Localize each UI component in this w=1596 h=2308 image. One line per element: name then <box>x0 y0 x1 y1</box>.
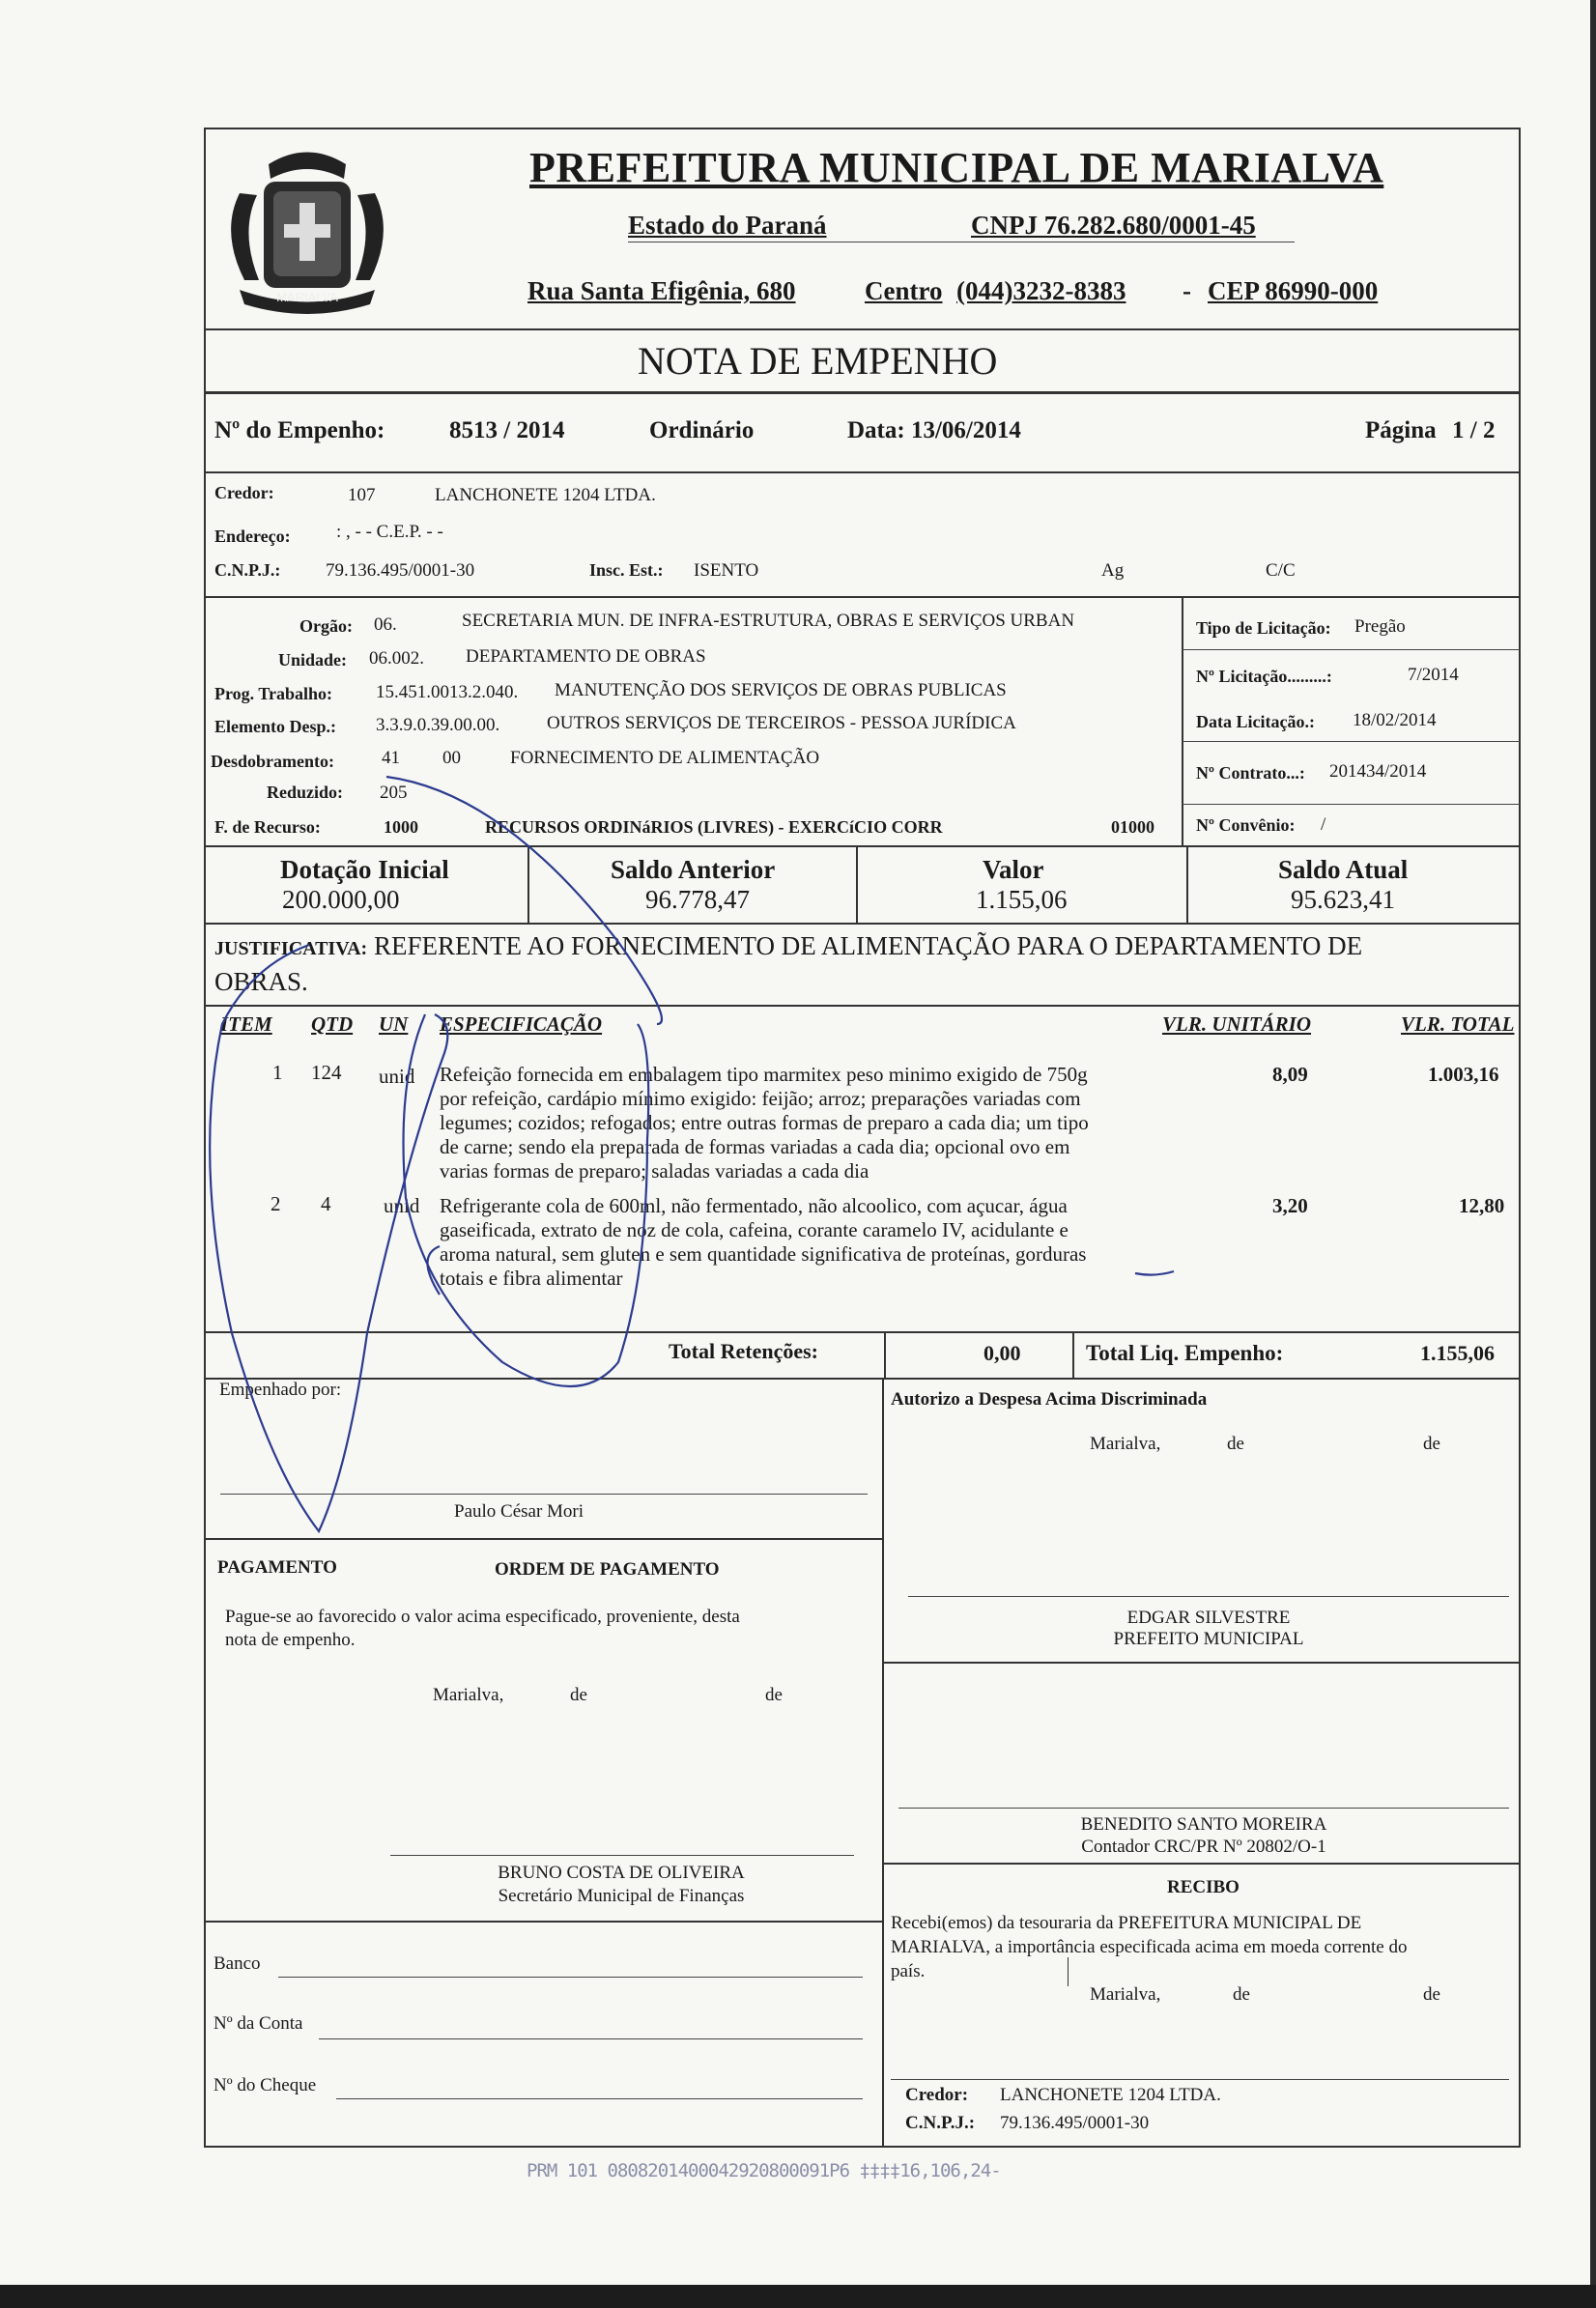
convenio-label: Nº Convênio: <box>1196 815 1296 835</box>
phone: (044)3232-8383 <box>956 276 1126 305</box>
pagamento-de-2: de <box>765 1685 783 1705</box>
separator: - <box>1183 276 1191 305</box>
credor-label: Credor: <box>214 483 274 502</box>
secretario-title: Secretário Municipal de Finanças <box>498 1886 745 1906</box>
col-item: ITEM <box>220 1012 272 1036</box>
endereco-label: Endereço: <box>214 527 291 546</box>
empenho-label: Nº do Empenho: <box>214 417 385 443</box>
page-title: PREFEITURA MUNICIPAL DE MARIALVA <box>529 144 1384 191</box>
saldo-atual-label: Saldo Atual <box>1278 855 1409 884</box>
justificativa-line2: OBRAS. <box>214 967 308 996</box>
address: Rua Santa Efigênia, 680 <box>527 276 796 305</box>
empenhado-label: Empenhado por: <box>219 1380 342 1400</box>
item-un: unid <box>379 1065 415 1088</box>
autorizo-de-1: de <box>1227 1434 1244 1454</box>
fonte-code: 1000 <box>384 817 418 837</box>
recibo-title: RECIBO <box>1167 1877 1240 1897</box>
item-total: 12,80 <box>1459 1194 1505 1217</box>
orgao-code: 06. <box>374 614 397 635</box>
conta-label: Nº da Conta <box>214 2013 303 2034</box>
cnpj-label: C.N.P.J.: <box>214 560 281 580</box>
col-vlr-unitario: VLR. UNITÁRIO <box>1162 1012 1312 1036</box>
cnpj-value: 79.136.495/0001-30 <box>326 560 475 581</box>
cnpj-header: CNPJ 76.282.680/0001-45 <box>971 211 1256 240</box>
empenhado-signer: Paulo César Mori <box>454 1501 584 1522</box>
contrato-label: Nº Contrato...: <box>1196 763 1305 783</box>
fonte-end: 01000 <box>1111 817 1154 837</box>
pagamento-de-1: de <box>570 1685 587 1705</box>
saldo-anterior-label: Saldo Anterior <box>611 855 776 884</box>
licitacao-date-value: 18/02/2014 <box>1353 710 1437 730</box>
item-description: Refeição fornecida em embalagem tipo marmitex peso minimo exigido de 750g por refeição, cardápio mínimo exigido: feijão; arroz; preparações variadas com legumes; cozidos; refogados; entre outras formas de preparo a cada dia; um tipo de carne; sendo ela preparada de formas variadas a cada dia; opcional ovo em varias formas de preparo; saladas variadas a cada dia <box>440 1063 1089 1182</box>
scan-edge <box>1590 0 1596 2308</box>
banco-label: Banco <box>214 1953 261 1974</box>
desdobramento-label: Desdobramento: <box>211 752 334 771</box>
elemento-desc: OUTROS SERVIÇOS DE TERCEIROS - PESSOA JURÍDICA <box>547 713 1016 733</box>
col-un: UN <box>379 1012 409 1036</box>
tipo-licitacao-label: Tipo de Licitação: <box>1196 618 1331 638</box>
scan-edge-bottom <box>0 2285 1596 2308</box>
unidade-label: Unidade: <box>278 650 348 670</box>
banco-field[interactable] <box>278 1977 863 1978</box>
licitacao-number-value: 7/2014 <box>1408 665 1459 685</box>
unidade-desc: DEPARTAMENTO DE OBRAS <box>466 646 706 667</box>
cheque-label: Nº do Cheque <box>214 2075 317 2095</box>
empenho-type: Ordinário <box>649 417 755 443</box>
ordem-pagamento-label: ORDEM DE PAGAMENTO <box>495 1559 720 1580</box>
endereco-value: : , - - C.E.P. - - <box>336 522 443 542</box>
item-total: 1.003,16 <box>1428 1063 1499 1086</box>
state-name: Estado do Paraná <box>628 211 827 240</box>
prog-desc: MANUTENÇÃO DOS SERVIÇOS DE OBRAS PUBLICAS <box>555 680 1007 700</box>
page-label: Página <box>1365 417 1437 443</box>
col-vlr-total: VLR. TOTAL <box>1401 1012 1515 1036</box>
fonte-label: F. de Recurso: <box>214 817 321 837</box>
licitacao-number-label: Nº Licitação.........: <box>1196 667 1332 686</box>
total-liquido-label: Total Liq. Empenho: <box>1086 1341 1284 1365</box>
recibo-credor-label: Credor: <box>905 2085 969 2105</box>
item-qtd: 4 <box>321 1192 331 1215</box>
desdobramento-sub: 00 <box>442 748 461 768</box>
prog-label: Prog. Trabalho: <box>214 684 333 703</box>
convenio-value: / <box>1321 814 1326 835</box>
elemento-label: Elemento Desp.: <box>214 717 336 736</box>
empenho-date: Data: 13/06/2014 <box>847 417 1021 443</box>
justificativa-label: JUSTIFICATIVA: <box>214 938 368 959</box>
item-description: Refrigerante cola de 600ml, não fermentado, não alcoolico, com açucar, água gaseificada, extrato de noz de cola, cafeina, corante caramelo IV, acidulante e aroma natural, sem gluten e sem quantidade significativa de proteínas, gorduras totais e fibra alimentar <box>440 1194 1087 1290</box>
col-qtd: QTD <box>311 1012 354 1036</box>
pagamento-city: Marialva, <box>433 1685 504 1705</box>
autorizo-de-2: de <box>1423 1434 1440 1454</box>
elemento-code: 3.3.9.0.39.00.00. <box>376 715 500 735</box>
total-liquido-value: 1.155,06 <box>1420 1341 1495 1365</box>
insc-label: Insc. Est.: <box>589 560 664 580</box>
unidade-code: 06.002. <box>369 648 424 669</box>
fonte-desc: RECURSOS ORDINáRIOS (LIVRES) - EXERCíCIO CORR <box>485 817 943 837</box>
col-especificacao: ESPECIFICAÇÃO <box>440 1012 603 1036</box>
barcode-text: PRM 101 0808201400042920800091P6 ‡‡‡‡16,106,24- <box>527 2160 1001 2181</box>
credor-code: 107 <box>348 485 376 505</box>
reduzido-value: 205 <box>380 783 408 803</box>
prog-code: 15.451.0013.2.040. <box>376 682 519 702</box>
orgao-desc: SECRETARIA MUN. DE INFRA-ESTRUTURA, OBRAS E SERVIÇOS URBAN <box>462 611 1075 631</box>
pagamento-label: PAGAMENTO <box>217 1557 337 1578</box>
justificativa-line1: REFERENTE AO FORNECIMENTO DE ALIMENTAÇÃO PARA O DEPARTAMENTO DE <box>373 931 1363 960</box>
valor-value: 1.155,06 <box>976 885 1068 914</box>
recibo-text: Recebi(emos) da tesouraria da PREFEITURA MUNICIPAL DE MARIALVA, a importância especificada acima em moeda corrente do país. <box>891 1913 1408 1981</box>
reduzido-label: Reduzido: <box>267 783 344 802</box>
cheque-field[interactable] <box>336 2098 863 2099</box>
agency-label: Ag <box>1101 560 1125 581</box>
conta-field[interactable] <box>319 2038 863 2039</box>
dotacao-value: 200.000,00 <box>282 885 400 914</box>
desdobramento-code: 41 <box>382 748 400 768</box>
recibo-city: Marialva, <box>1090 1984 1161 2005</box>
autorizo-city: Marialva, <box>1090 1434 1161 1454</box>
tipo-licitacao-value: Pregão <box>1354 616 1406 637</box>
insc-value: ISENTO <box>694 560 759 581</box>
item-number: 2 <box>271 1192 281 1215</box>
dotacao-label: Dotação Inicial <box>280 855 449 884</box>
retencoes-value: 0,00 <box>983 1341 1021 1365</box>
item-un: unid <box>384 1194 420 1217</box>
orgao-label: Orgão: <box>299 616 353 636</box>
recibo-credor-value: LANCHONETE 1204 LTDA. <box>1000 2085 1221 2105</box>
document-title: NOTA DE EMPENHO <box>638 339 998 383</box>
cep: CEP 86990-000 <box>1208 276 1379 305</box>
item-qtd: 124 <box>311 1061 342 1084</box>
recibo-de-1: de <box>1233 1984 1250 2005</box>
saldo-atual-value: 95.623,41 <box>1291 885 1395 914</box>
desdobramento-desc: FORNECIMENTO DE ALIMENTAÇÃO <box>510 748 820 768</box>
empenho-number: 8513 / 2014 <box>449 417 565 443</box>
justificativa <box>214 929 1509 998</box>
coat-of-arms-icon <box>211 135 404 328</box>
recibo-cnpj-value: 79.136.495/0001-30 <box>1000 2113 1150 2133</box>
recibo-de-2: de <box>1423 1984 1440 2005</box>
item-unit-price: 3,20 <box>1272 1194 1308 1217</box>
secretario-name: BRUNO COSTA DE OLIVEIRA <box>498 1863 745 1883</box>
credor-name: LANCHONETE 1204 LTDA. <box>435 485 656 505</box>
prefeito-name: EDGAR SILVESTRE <box>1126 1608 1291 1628</box>
district: Centro <box>865 276 943 305</box>
retencoes-label: Total Retenções: <box>669 1339 818 1363</box>
contrato-value: 201434/2014 <box>1329 761 1427 782</box>
prefeito-title: PREFEITO MUNICIPAL <box>1113 1629 1304 1649</box>
contador-name: BENEDITO SANTO MOREIRA <box>1080 1814 1327 1835</box>
page-number: 1 / 2 <box>1452 417 1496 443</box>
autorizo-label: Autorizo a Despesa Acima Discriminada <box>891 1389 1208 1410</box>
saldo-anterior-value: 96.778,47 <box>645 885 750 914</box>
account-label: C/C <box>1266 560 1296 581</box>
contador-title: Contador CRC/PR Nº 20802/O-1 <box>1081 1837 1326 1857</box>
item-unit-price: 8,09 <box>1272 1063 1308 1086</box>
licitacao-date-label: Data Licitação.: <box>1196 712 1315 731</box>
valor-label: Valor <box>983 855 1044 884</box>
pagamento-text: Pague-se ao favorecido o valor acima especificado, proveniente, desta nota de empenho. <box>225 1607 740 1650</box>
recibo-cnpj-label: C.N.P.J.: <box>905 2113 976 2133</box>
item-number: 1 <box>272 1061 283 1084</box>
svg-text:MARIALVA: MARIALVA <box>276 290 338 304</box>
